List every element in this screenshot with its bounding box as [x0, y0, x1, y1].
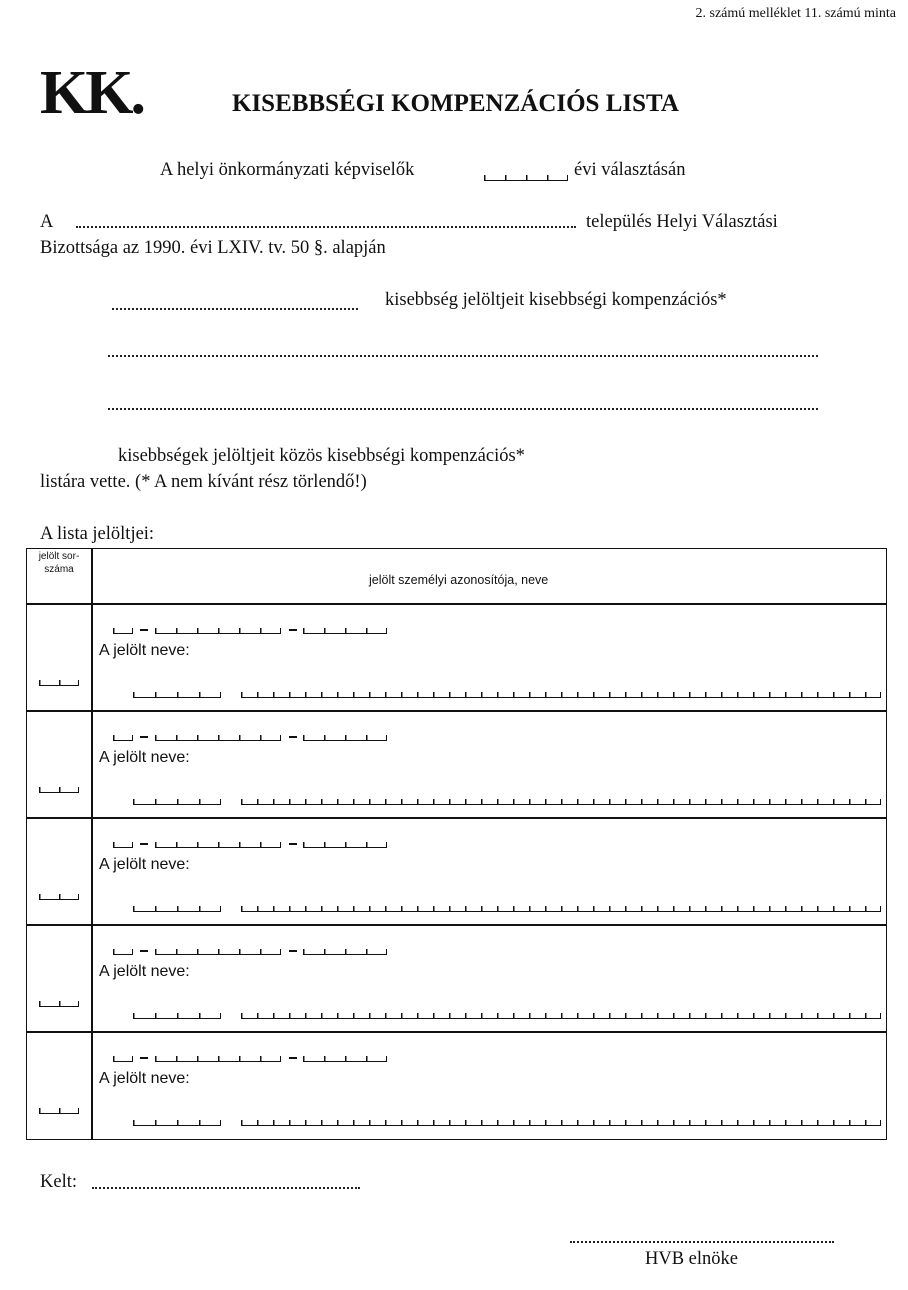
candidate-id-part-3[interactable]	[303, 1056, 387, 1062]
candidate-name-field[interactable]	[241, 799, 881, 805]
id-separator	[289, 736, 297, 738]
candidate-id-part-2[interactable]	[155, 842, 281, 848]
candidate-id-part-3[interactable]	[303, 628, 387, 634]
election-line-suffix: évi választásán	[574, 160, 686, 180]
candidate-id-part-2[interactable]	[155, 735, 281, 741]
candidate-title-field[interactable]	[133, 1120, 221, 1126]
form-title: KISEBBSÉGI KOMPENZÁCIÓS LISTA	[232, 90, 679, 117]
date-label: Kelt:	[40, 1172, 77, 1192]
candidate-name-label: A jelölt neve:	[99, 749, 190, 766]
header-candidate-id-name: jelölt személyi azonosítója, neve	[369, 573, 549, 587]
form-code: KK.	[40, 59, 143, 127]
list-note-line: listára vette. (* A nem kívánt rész törlendő!)	[40, 472, 367, 492]
candidate-id-part-2[interactable]	[155, 949, 281, 955]
candidate-row	[27, 818, 886, 925]
candidate-row	[27, 711, 886, 818]
candidate-id-part-1[interactable]	[113, 1056, 133, 1062]
legal-basis-line: Bizottsága az 1990. évi LXIV. tv. 50 §. alapján	[40, 238, 386, 258]
candidate-name-label: A jelölt neve:	[99, 856, 190, 873]
minorities-field-1[interactable]	[108, 355, 818, 357]
candidate-id-part-3[interactable]	[303, 842, 387, 848]
id-separator	[289, 950, 297, 952]
settlement-line-prefix: A	[40, 212, 54, 232]
minorities-field-2[interactable]	[108, 408, 818, 410]
candidate-id-part-1[interactable]	[113, 949, 133, 955]
id-separator	[140, 950, 148, 952]
id-separator	[289, 629, 297, 631]
joint-minority-line: kisebbségek jelöltjeit közös kisebbségi kompenzációs*	[118, 446, 525, 466]
signature-label: HVB elnöke	[645, 1249, 738, 1269]
minority-name-field[interactable]	[112, 308, 358, 310]
candidate-id-part-1[interactable]	[113, 735, 133, 741]
candidate-name-field[interactable]	[241, 906, 881, 912]
candidate-name-label: A jelölt neve:	[99, 642, 190, 659]
candidate-table	[26, 548, 887, 1140]
candidate-name-label: A jelölt neve:	[99, 963, 190, 980]
candidate-id-part-2[interactable]	[155, 1056, 281, 1062]
candidate-number-field[interactable]	[39, 787, 79, 793]
candidate-id-part-1[interactable]	[113, 842, 133, 848]
candidate-name-field[interactable]	[241, 692, 881, 698]
candidates-caption: A lista jelöltjei:	[40, 524, 155, 544]
signature-field[interactable]	[570, 1241, 834, 1243]
header-candidate-number: jelölt sor-száma	[38, 551, 80, 575]
candidate-id-part-2[interactable]	[155, 628, 281, 634]
candidate-row	[27, 604, 886, 711]
candidate-id-part-3[interactable]	[303, 949, 387, 955]
form-reference: 2. számú melléklet 11. számú minta	[695, 6, 896, 21]
election-line-prefix: A helyi önkormányzati képviselők	[160, 160, 415, 180]
candidate-name-label: A jelölt neve:	[99, 1070, 190, 1087]
candidate-row	[27, 925, 886, 1032]
candidate-name-field[interactable]	[241, 1013, 881, 1019]
candidate-title-field[interactable]	[133, 799, 221, 805]
id-separator	[289, 1057, 297, 1059]
election-year-field[interactable]	[484, 175, 568, 181]
settlement-name-field[interactable]	[76, 226, 576, 228]
candidate-title-field[interactable]	[133, 906, 221, 912]
candidate-number-field[interactable]	[39, 1001, 79, 1007]
id-separator	[140, 1057, 148, 1059]
id-separator	[289, 843, 297, 845]
candidate-number-field[interactable]	[39, 894, 79, 900]
date-field[interactable]	[92, 1187, 360, 1189]
settlement-line-suffix: település Helyi Választási	[586, 212, 778, 232]
candidate-title-field[interactable]	[133, 692, 221, 698]
candidate-number-field[interactable]	[39, 680, 79, 686]
id-separator	[140, 843, 148, 845]
candidate-name-field[interactable]	[241, 1120, 881, 1126]
id-separator	[140, 629, 148, 631]
candidate-id-part-3[interactable]	[303, 735, 387, 741]
minority-line: kisebbség jelöltjeit kisebbségi kompenzációs*	[385, 290, 727, 310]
candidate-id-part-1[interactable]	[113, 628, 133, 634]
id-separator	[140, 736, 148, 738]
candidate-title-field[interactable]	[133, 1013, 221, 1019]
candidate-row	[27, 1032, 886, 1139]
candidate-number-field[interactable]	[39, 1108, 79, 1114]
